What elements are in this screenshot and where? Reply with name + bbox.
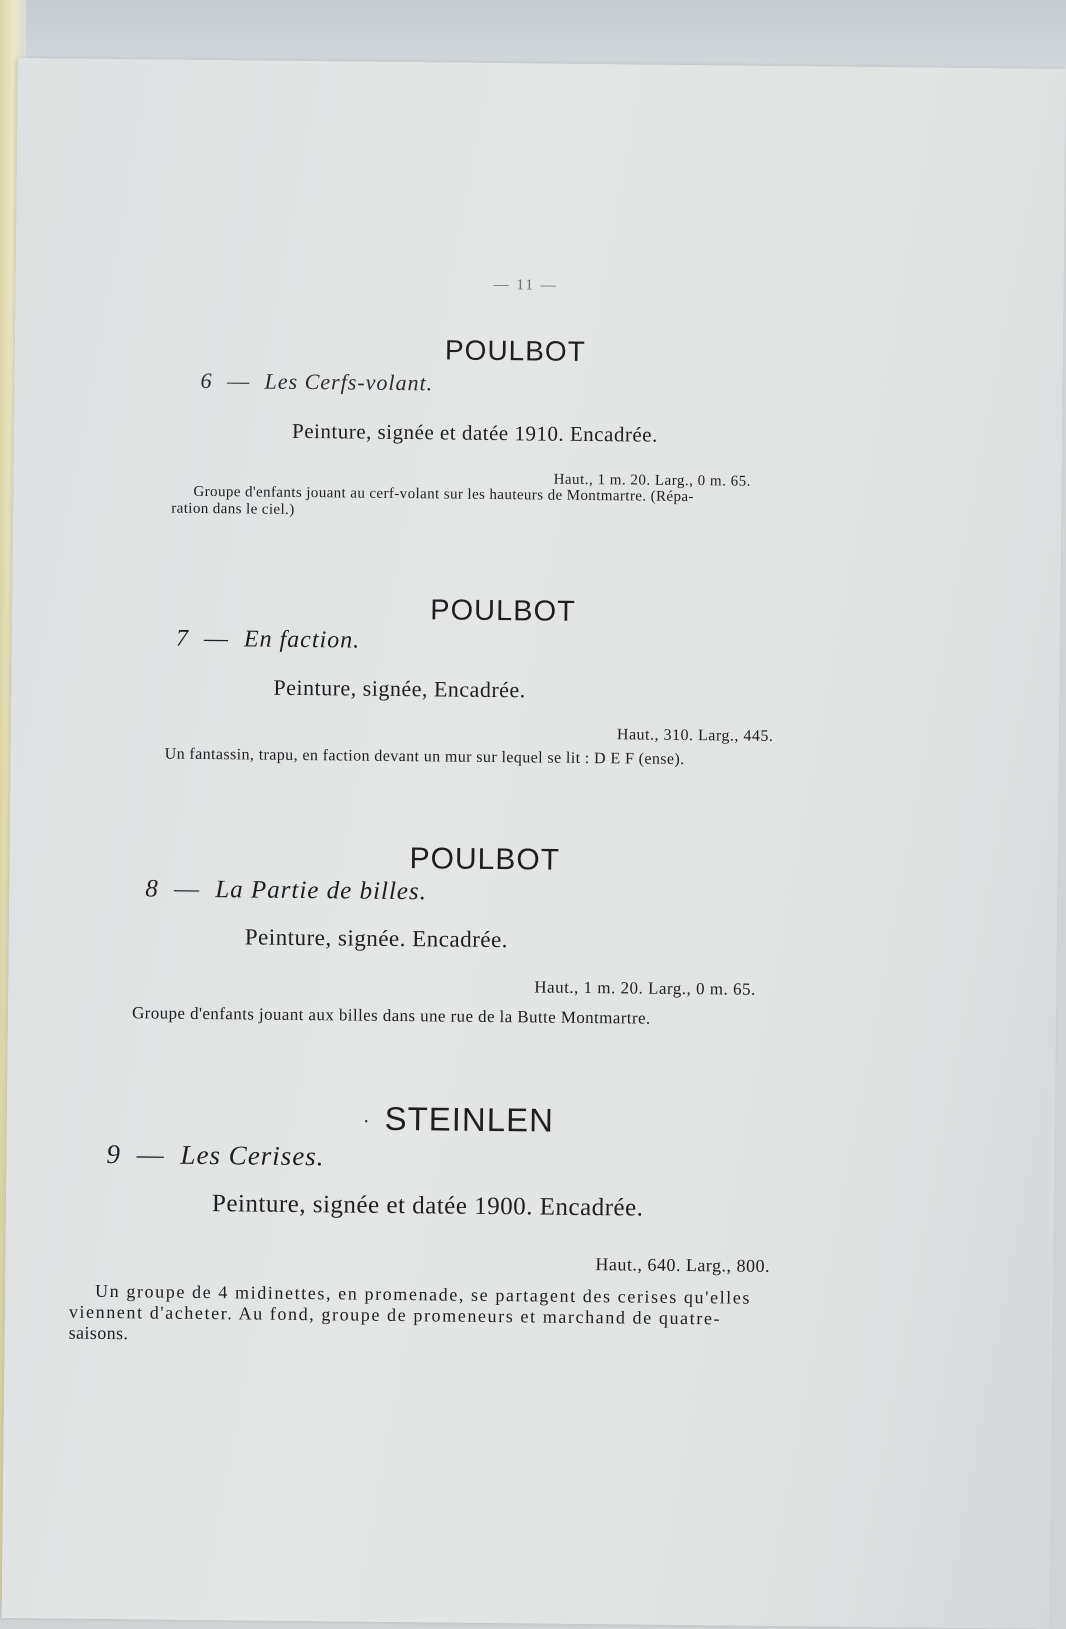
note-line: viennent d'acheter. Au fond, groupe de promeneurs et marchand de quatre- [68, 1301, 722, 1329]
entry-number: 6 [200, 367, 213, 394]
page-content [2, 58, 1066, 1629]
entry-dimensions: Haut., 310. Larg., 445. [616, 726, 774, 745]
bullet-dot: · [362, 1109, 371, 1132]
entry-description: Peinture, signée, Encadrée. [273, 674, 526, 703]
entry-dash: — [203, 625, 230, 653]
note-line: Groupe d'enfants jouant au cerf-volant sur les hauteurs de Montmartre. (Répa- [193, 483, 694, 506]
artist-name: POULBOT [430, 594, 576, 628]
note-line: Un groupe de 4 midinettes, en promenade, se partagent des cerises qu'elles [94, 1280, 752, 1308]
page-number: — 11 — [493, 276, 558, 294]
entry-number: 8 [145, 875, 159, 903]
entry-note [165, 746, 685, 769]
entry-note [132, 1003, 651, 1027]
artist-name: POULBOT [409, 842, 561, 877]
entry-title: Les Cerfs-volant. [264, 368, 434, 396]
entry-dimensions: Haut., 640. Larg., 800. [595, 1254, 771, 1276]
entry-title-line [176, 626, 361, 655]
entry-note [171, 484, 694, 523]
catalog-page [2, 58, 1066, 1629]
entry-dash: — [173, 875, 201, 903]
entry-description: Peinture, signée et datée 1910. Encadrée. [291, 418, 658, 447]
artist-name: POULBOT [444, 334, 586, 367]
entry-number: 9 [106, 1138, 122, 1170]
note-line: saisons. [68, 1322, 129, 1344]
entry-title: La Partie de billes. [215, 876, 428, 906]
entry-title-line [200, 368, 433, 396]
entry-number: 7 [175, 625, 190, 652]
note-line: ration dans le ciel.) [171, 500, 295, 518]
entry-title: Les Cerises. [180, 1139, 325, 1172]
entry-title-line [145, 875, 427, 906]
note-line: Un fantassin, trapu, en faction devant un mur sur lequel se lit : D E F (ense). [164, 745, 685, 769]
entry-description: Peinture, signée. Encadrée. [244, 924, 509, 953]
artist-text: STEINLEN [384, 1099, 555, 1139]
entry-dimensions: Haut., 1 m. 20. Larg., 0 m. 65. [553, 471, 751, 490]
entry-description: Peinture, signée et datée 1900. Encadrée. [211, 1190, 644, 1222]
entry-dash: — [136, 1139, 165, 1170]
artist-name [363, 1100, 554, 1140]
entry-title: En faction. [243, 626, 361, 654]
entry-dimensions: Haut., 1 m. 20. Larg., 0 m. 65. [534, 977, 756, 999]
entry-note [69, 1281, 830, 1352]
entry-title-line [106, 1139, 324, 1172]
entry-dash: — [227, 368, 251, 394]
note-line: Groupe d'enfants jouant aux billes dans une rue de la Butte Montmartre. [131, 1003, 651, 1028]
